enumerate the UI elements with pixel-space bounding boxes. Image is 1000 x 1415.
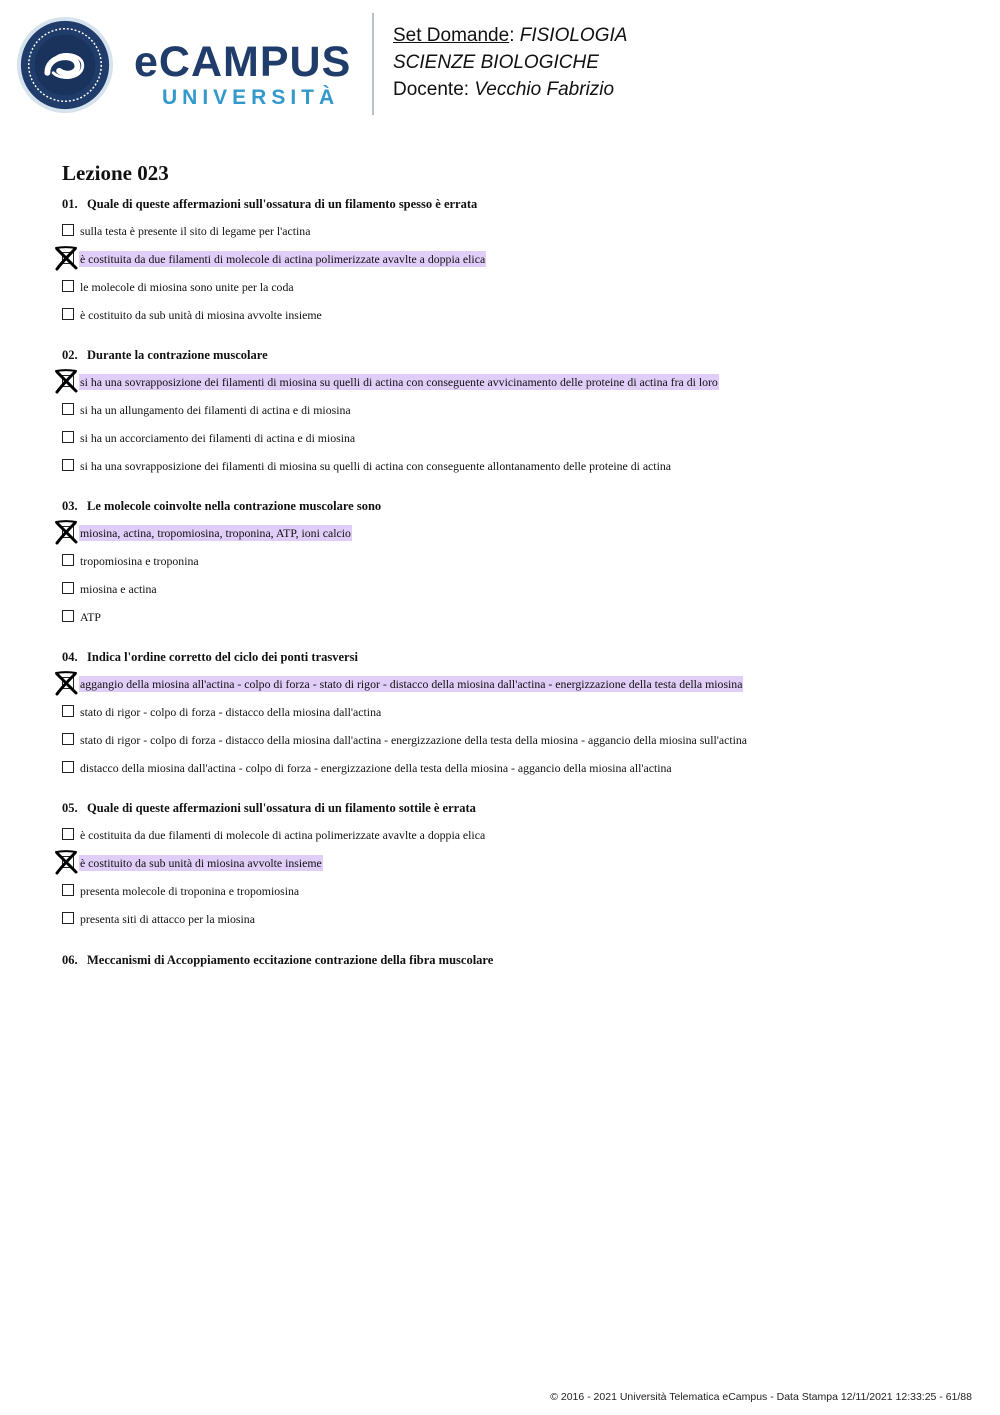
teacher-label: Docente:	[393, 79, 470, 100]
answer-checkbox[interactable]	[62, 280, 74, 292]
question-number: 04.	[62, 650, 78, 664]
answer-text: è costituito da sub unità di miosina avvolte insieme	[80, 308, 322, 322]
question-heading	[62, 348, 268, 363]
subject: FISIOLOGIA	[519, 25, 628, 46]
check-mark-icon	[54, 849, 80, 875]
answer-checkbox[interactable]	[62, 431, 74, 443]
answer-text: miosina, actina, tropomiosina, troponina, ATP, ioni calcio	[80, 526, 351, 540]
answer-text: si ha una sovrapposizione dei filamenti di miosina su quelli di actina con conseguente allontanamento delle proteine di actina	[80, 459, 671, 473]
answer-checkbox[interactable]	[62, 761, 74, 773]
answer-text: miosina e actina	[80, 582, 157, 596]
question-number: 05.	[62, 801, 78, 815]
course: SCIENZE BIOLOGICHE	[393, 52, 599, 73]
question-heading	[62, 953, 493, 968]
answer-text: presenta molecole di troponina e tropomiosina	[80, 884, 300, 898]
answer-text: è costituito da sub unità di miosina avvolte insieme	[80, 856, 322, 870]
answer-text: si ha un accorciamento dei filamenti di actina e di miosina	[80, 431, 356, 445]
question-text: Quale di queste affermazioni sull'ossatura di un filamento sottile è errata	[87, 801, 476, 815]
check-mark-icon	[54, 368, 80, 394]
question-heading	[62, 801, 476, 816]
check-mark-icon	[54, 245, 80, 271]
answer-checkbox[interactable]	[62, 705, 74, 717]
logo-wordmark	[134, 40, 351, 110]
page-footer: © 2016 - 2021 Università Telematica eCampus - Data Stampa 12/11/2021 12:33:25 - 61/88	[550, 1391, 972, 1403]
answer-text: stato di rigor - colpo di forza - distacco della miosina dall'actina	[80, 705, 382, 719]
set-line: Set Domande: FISIOLOGIA	[393, 25, 628, 46]
answer-text: le molecole di miosina sono unite per la coda	[80, 280, 294, 294]
answer-checkbox[interactable]	[62, 459, 74, 471]
set-label: Set Domande	[393, 25, 510, 46]
question-number: 02.	[62, 348, 78, 362]
answer-text: aggangio della miosina all'actina - colpo di forza - stato di rigor - distacco della miosina dall'actina - energizzazione della testa della miosina	[80, 677, 743, 691]
question-text: Durante la contrazione muscolare	[87, 348, 268, 362]
question-number: 03.	[62, 499, 78, 513]
question-heading	[62, 650, 358, 665]
answer-text: distacco della miosina dall'actina - colpo di forza - energizzazione della testa della miosina - aggancio della miosina all'actina	[80, 761, 672, 775]
header-divider	[372, 13, 374, 115]
question-text: Le molecole coinvolte nella contrazione muscolare sono	[87, 499, 382, 513]
teacher-line	[393, 76, 627, 103]
question-heading	[62, 197, 477, 212]
question-number: 01.	[62, 197, 78, 211]
answer-text: stato di rigor - colpo di forza - distacco della miosina dall'actina - energizzazione della testa della miosina - aggancio della miosina sull'actina	[80, 733, 748, 747]
answer-checkbox[interactable]	[62, 403, 74, 415]
question-text: Meccanismi di Accoppiamento eccitazione contrazione della fibra muscolare	[87, 953, 494, 967]
question-heading	[62, 499, 381, 514]
question-text: Indica l'ordine corretto del ciclo dei ponti trasversi	[87, 650, 358, 664]
answer-text: è costituita da due filamenti di molecole di actina polimerizzate avavlte a doppia elica	[80, 828, 486, 842]
answer-text: si ha una sovrapposizione dei filamenti di miosina su quelli di actina con conseguente avvicinamento delle proteine di actina fra di loro	[80, 375, 718, 389]
teacher-name: Vecchio Fabrizio	[474, 79, 615, 100]
answer-checkbox[interactable]	[62, 884, 74, 896]
lesson-title: Lezione 023	[62, 161, 169, 185]
check-mark-icon	[54, 519, 80, 545]
answer-text: sulla testa è presente il sito di legame per l'actina	[80, 224, 311, 238]
ecampus-emblem-icon	[16, 16, 114, 114]
header-info	[393, 22, 627, 103]
course-line	[393, 49, 627, 76]
answer-checkbox[interactable]	[62, 912, 74, 924]
check-mark-icon	[54, 670, 80, 696]
answer-text: si ha un allungamento dei filamenti di actina e di miosina	[80, 403, 351, 417]
answer-text: ATP	[80, 610, 101, 624]
answer-checkbox[interactable]	[62, 554, 74, 566]
brand-name: eCAMPUS	[134, 38, 352, 86]
answer-text: presenta siti di attacco per la miosina	[80, 912, 255, 926]
answer-checkbox[interactable]	[62, 582, 74, 594]
answer-checkbox[interactable]	[62, 610, 74, 622]
answer-checkbox[interactable]	[62, 733, 74, 745]
brand-subtitle: UNIVERSITÀ	[162, 86, 340, 109]
answer-checkbox[interactable]	[62, 308, 74, 320]
answer-text: tropomiosina e troponina	[80, 554, 199, 568]
answer-checkbox[interactable]	[62, 828, 74, 840]
question-number: 06.	[62, 953, 78, 967]
answer-checkbox[interactable]	[62, 224, 74, 236]
question-text: Quale di queste affermazioni sull'ossatura di un filamento spesso è errata	[87, 197, 478, 211]
answer-text: è costituita da due filamenti di molecole di actina polimerizzate avavlte a doppia elica	[80, 252, 486, 266]
